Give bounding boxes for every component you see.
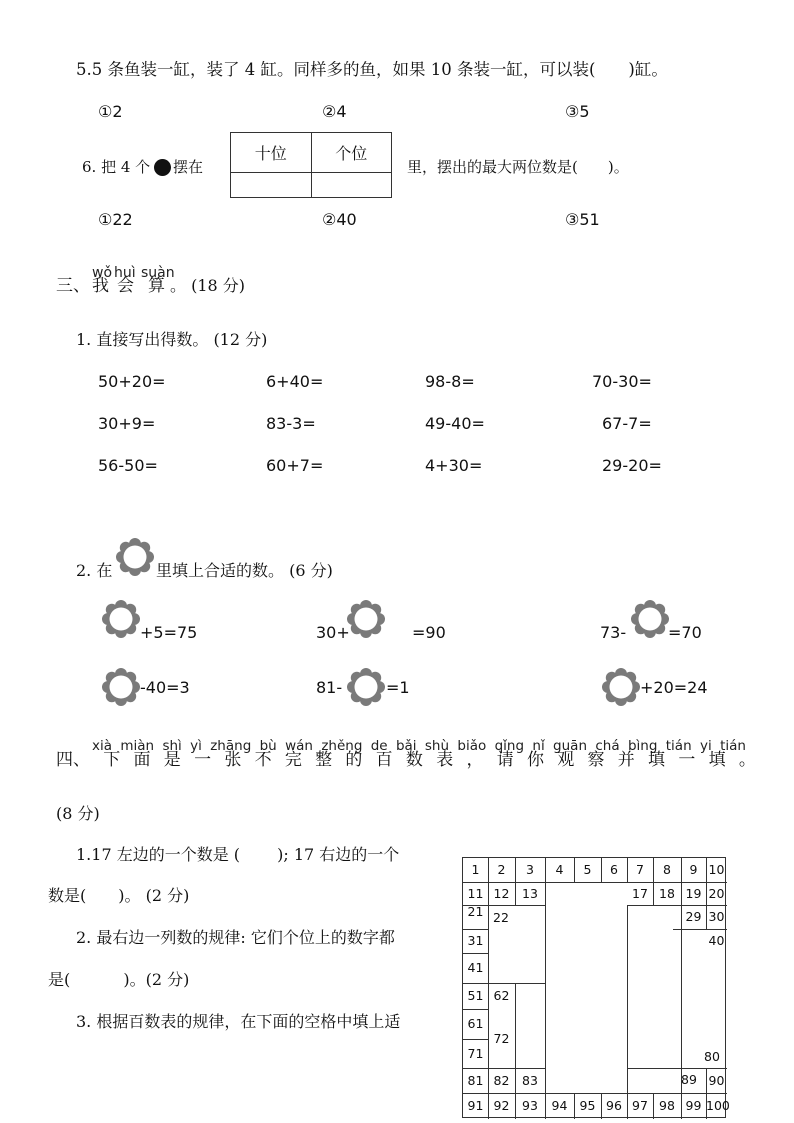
table-number: 22	[493, 910, 509, 925]
table-number: 9	[689, 862, 698, 877]
table-number: 17	[632, 885, 648, 901]
pinyin-syllable: nǐ	[532, 738, 545, 754]
flower-icon	[116, 538, 154, 576]
table-number: 61	[467, 1016, 484, 1031]
title-char: 张	[224, 750, 242, 770]
pinyin-syllable: miàn	[120, 738, 155, 754]
table-number: 62	[493, 988, 510, 1003]
title-char: 请	[496, 750, 514, 770]
calc-item[interactable]: 83-3=	[266, 414, 316, 433]
calc-item[interactable]: 56-50=	[98, 456, 158, 475]
q5-option-2[interactable]: ②4	[322, 102, 347, 121]
pinyin-syllable: bǎi	[395, 738, 417, 754]
section4-points: (8 分)	[56, 804, 100, 823]
grid-line	[463, 1009, 488, 1010]
equation-part: 81-	[316, 678, 343, 697]
table-number: 93	[522, 1098, 538, 1113]
grid-line	[488, 983, 545, 984]
section3-char-2: 会	[117, 276, 134, 296]
q5-text: 5.5 条鱼装一缸，装了 4 缸。同样多的鱼，如果 10 条装一缸，可以装( )缸。	[76, 60, 668, 79]
table-number: 90	[708, 1072, 725, 1088]
equation-part: 30+	[316, 623, 350, 642]
pinyin-wo: wǒ	[92, 265, 113, 281]
table-number: 95	[579, 1098, 596, 1113]
pinyin-syllable: xià	[92, 738, 113, 754]
table-number: 81	[467, 1072, 484, 1088]
grid-line	[545, 882, 546, 905]
title-char: 整	[315, 750, 333, 770]
title-char: 观	[557, 750, 575, 770]
grid-line	[545, 905, 546, 1093]
grid-line	[463, 983, 488, 984]
calc-item[interactable]: 4+30=	[425, 456, 483, 475]
ones-header: 个位	[311, 133, 392, 173]
table-number: 96	[606, 1098, 622, 1113]
grid-line	[627, 1068, 727, 1069]
title-char: 察	[587, 750, 605, 770]
pinyin-syllable: yì	[190, 738, 202, 754]
flower-blank[interactable]	[102, 600, 140, 638]
calc-item[interactable]: 50+20=	[98, 372, 166, 391]
table-number: 100	[706, 1098, 730, 1113]
title-char: 并	[617, 750, 635, 770]
table-number: 18	[659, 885, 675, 901]
q3-2-prefix: 2. 在	[76, 561, 113, 580]
table-number: 72	[493, 1030, 510, 1046]
pinyin-syllable: biǎo	[457, 738, 487, 754]
equation-part: -40=3	[140, 678, 190, 697]
pinyin-syllable: zhāng	[210, 738, 252, 754]
table-number: 21	[467, 904, 484, 919]
table-number: 5	[583, 862, 592, 877]
title-char: 百	[375, 750, 393, 770]
table-number: 94	[551, 1098, 568, 1113]
table-number: 92	[493, 1098, 510, 1113]
q4-1-line1: 1.17 左边的一个数是 ( ); 17 右边的一个	[76, 845, 400, 864]
q5-option-1[interactable]: ①2	[98, 102, 123, 121]
pinyin-syllable: bù	[259, 738, 277, 754]
tens-header: 十位	[231, 133, 312, 173]
table-number: 1	[471, 862, 480, 877]
pinyin-syllable: bìng	[627, 738, 658, 754]
section3-char-3: 算	[148, 276, 165, 296]
q4-1-line2: 数是( )。 (2 分)	[48, 886, 190, 905]
table-number: 11	[467, 885, 484, 901]
pinyin-syllable: chá	[595, 738, 620, 754]
title-char: 下	[103, 750, 121, 770]
calc-item[interactable]: 49-40=	[425, 414, 485, 433]
equation-part: +5=75	[140, 623, 198, 642]
q6-mid: 摆在	[173, 158, 204, 176]
pinyin-syllable: shì	[162, 738, 182, 754]
equation-part: =70	[668, 623, 702, 642]
table-number: 13	[522, 885, 538, 901]
calc-item[interactable]: 67-7=	[602, 414, 652, 433]
table-number: 19	[685, 885, 702, 901]
pinyin-syllable: de	[370, 738, 388, 754]
flower-blank[interactable]	[602, 668, 640, 706]
pinyin-syllable: wán	[285, 738, 313, 754]
equation-part: =1	[386, 678, 410, 697]
table-number: 30	[708, 909, 725, 924]
q4-3-line1: 3. 根据百数表的规律，在下面的空格中填上适	[76, 1012, 401, 1031]
calc-item[interactable]: 98-8=	[425, 372, 475, 391]
table-number: 40	[708, 933, 725, 948]
q6-option-3[interactable]: ③51	[565, 210, 600, 229]
grid-line	[627, 905, 628, 1093]
table-number: 82	[493, 1072, 510, 1088]
table-number: 83	[522, 1072, 538, 1088]
grid-line	[463, 1039, 488, 1040]
grid-line	[463, 1093, 727, 1094]
title-char: 的	[345, 750, 363, 770]
place-value-table	[230, 132, 392, 198]
pinyin-suan: suàn	[141, 265, 175, 281]
pinyin-syllable: qǐng	[494, 738, 525, 754]
table-number: 12	[493, 885, 510, 901]
grid-line	[463, 953, 488, 954]
table-number: 98	[659, 1098, 675, 1113]
table-number: 89	[681, 1072, 697, 1087]
pinyin-syllable: tián	[665, 738, 692, 754]
title-char: 一	[678, 750, 696, 770]
table-number: 80	[704, 1049, 720, 1064]
title-char: 完	[284, 750, 302, 770]
q5-option-3[interactable]: ③5	[565, 102, 590, 121]
table-number: 91	[467, 1098, 484, 1113]
hundred-table	[462, 857, 730, 1118]
grid-line	[463, 882, 727, 883]
title-char: 你	[526, 750, 544, 770]
table-number: 41	[467, 960, 484, 975]
equation-part: =90	[412, 623, 446, 642]
section4-title	[56, 752, 756, 769]
flower-blank[interactable]	[347, 668, 385, 706]
calc-item[interactable]: 6+40=	[266, 372, 324, 391]
table-number: 99	[685, 1098, 702, 1113]
section3-points: 。 (18 分)	[170, 276, 246, 295]
q4-2-line2: 是( )。(2 分)	[48, 970, 190, 989]
q6-prefix: 6. 把 4 个	[82, 158, 151, 176]
section3-label: 三、	[56, 276, 90, 296]
q4-2-line1: 2. 最右边一列数的规律: 它们个位上的数字都	[76, 928, 395, 947]
title-char: 一	[194, 750, 212, 770]
table-number: 51	[467, 988, 484, 1003]
pinyin-syllable: tián	[720, 738, 746, 754]
q3-2-suffix: 里填上合适的数。 (6 分)	[156, 561, 333, 580]
q3-1-title: 1. 直接写出得数。 (12 分)	[76, 330, 268, 349]
table-number: 8	[663, 862, 671, 877]
title-char: 不	[254, 750, 272, 770]
grid-line	[463, 1068, 545, 1069]
title-char: 填	[648, 750, 666, 770]
title-char: 表	[436, 750, 454, 770]
table-number: 31	[467, 933, 484, 948]
grid-line	[627, 905, 727, 906]
table-number: 29	[685, 909, 702, 924]
table-number: 20	[708, 885, 725, 901]
pinyin-syllable: shù	[424, 738, 450, 754]
title-char: 四、	[56, 750, 90, 770]
q6-option-2[interactable]: ②40	[322, 210, 357, 229]
table-number: 7	[636, 862, 644, 877]
flower-blank[interactable]	[631, 600, 669, 638]
flower-blank[interactable]	[347, 600, 385, 638]
pinyin-syllable: zhěng	[321, 738, 363, 754]
title-char: 是	[163, 750, 181, 770]
grid-line	[681, 905, 682, 1093]
title-char: 填	[708, 750, 726, 770]
calc-item[interactable]: 60+7=	[266, 456, 324, 475]
pinyin-hui: huì	[114, 265, 136, 281]
title-char: 面	[133, 750, 151, 770]
q6-suffix: 里，摆出的最大两位数是( )。	[407, 158, 629, 176]
flower-blank[interactable]	[102, 668, 140, 706]
table-number: 3	[526, 862, 534, 877]
calc-item[interactable]: 30+9=	[98, 414, 156, 433]
table-number: 71	[467, 1045, 484, 1061]
title-char: ，	[466, 750, 484, 770]
tens-cell[interactable]	[231, 173, 312, 198]
table-number: 2	[497, 862, 506, 877]
table-number: 10	[708, 862, 725, 877]
pinyin-syllable: yi	[699, 738, 712, 754]
section3-char-1: 我	[92, 276, 109, 296]
title-char: 。	[738, 750, 756, 770]
pinyin-syllable: guān	[553, 738, 588, 754]
calc-item[interactable]: 70-30=	[592, 372, 652, 391]
grid-line	[463, 929, 488, 930]
table-number: 97	[632, 1098, 648, 1113]
table-number: 6	[610, 862, 618, 877]
equation-part: +20=24	[640, 678, 708, 697]
table-number: 4	[555, 862, 564, 877]
q6-option-1[interactable]: ①22	[98, 210, 133, 229]
title-char: 数	[405, 750, 423, 770]
calc-item[interactable]: 29-20=	[602, 456, 662, 475]
dot-icon	[154, 159, 171, 176]
equation-part: 73-	[600, 623, 627, 642]
ones-cell[interactable]	[311, 173, 392, 198]
